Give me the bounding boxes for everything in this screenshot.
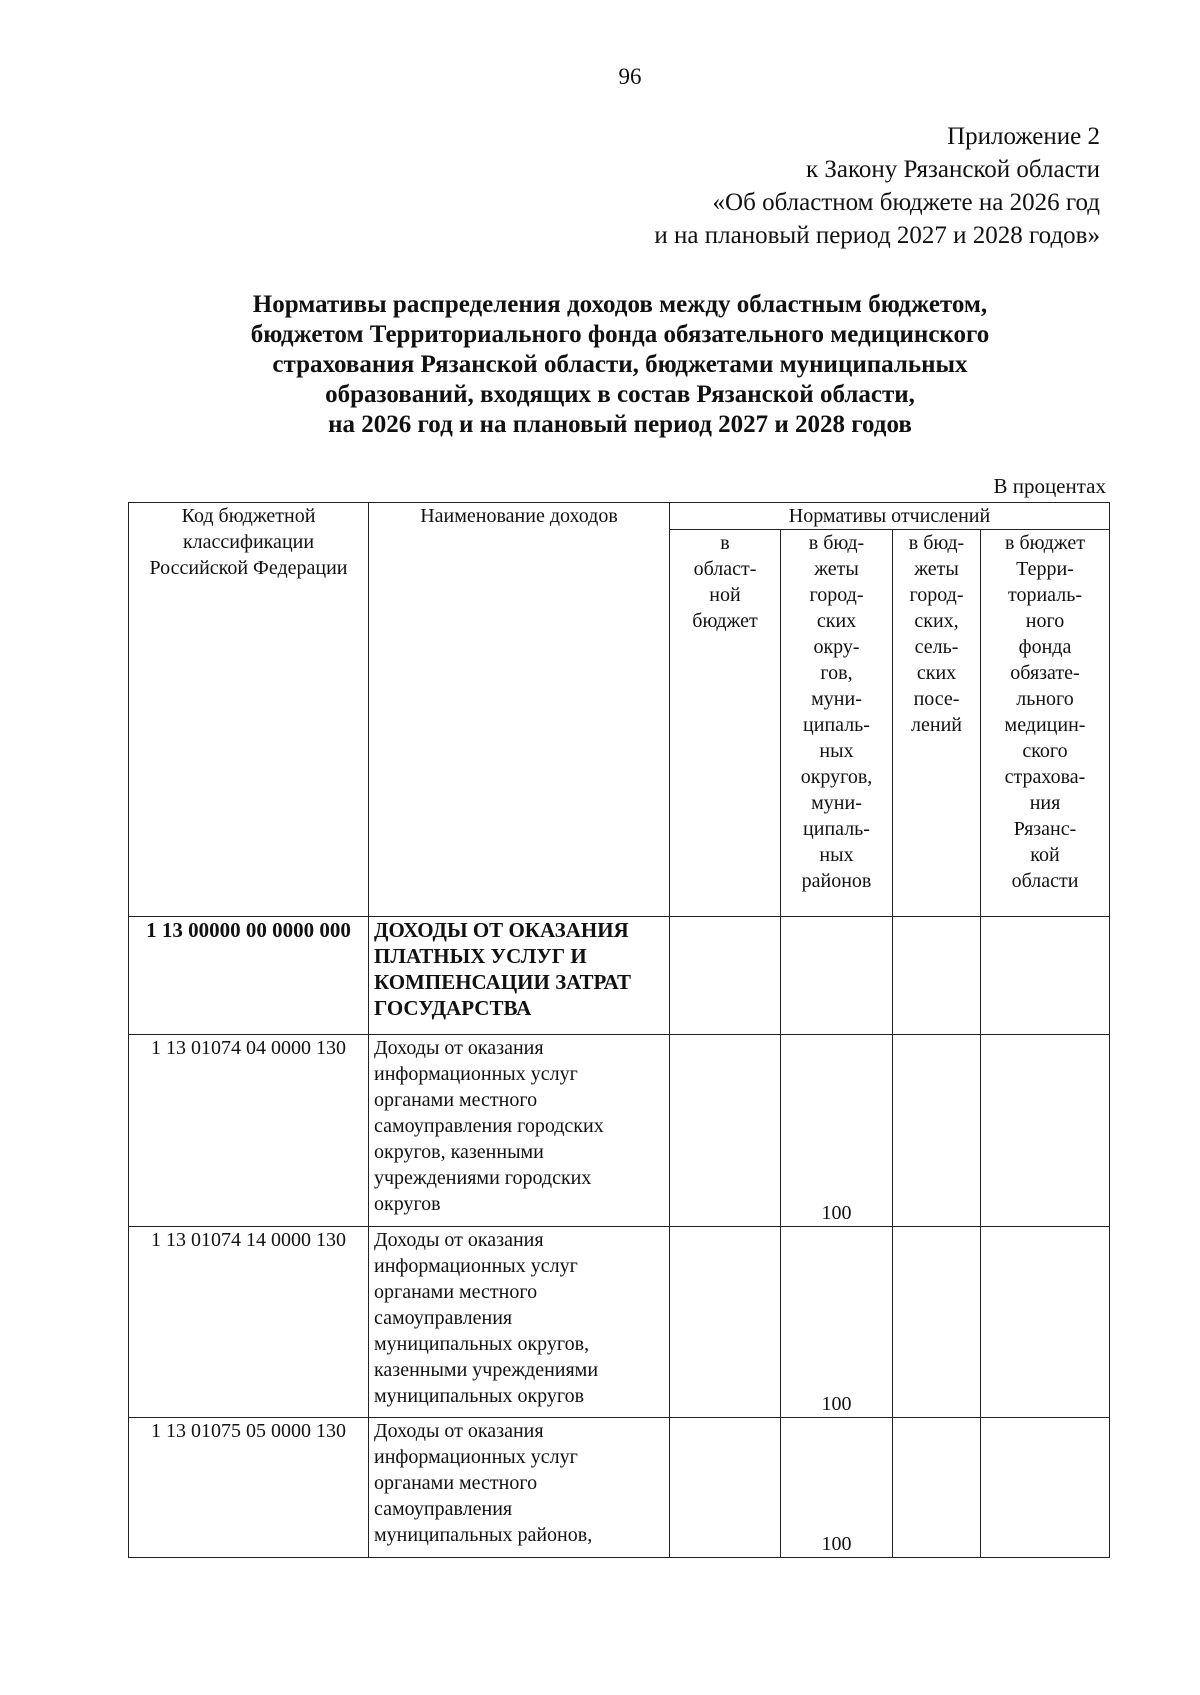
text-line: лений bbox=[911, 714, 962, 736]
text-line: ных bbox=[819, 844, 854, 866]
text-line: ских bbox=[916, 662, 957, 684]
header-code bbox=[129, 503, 369, 917]
text-line: КОМПЕНСАЦИИ ЗАТРАТ bbox=[374, 970, 631, 994]
text-line: ГОСУДАРСТВА bbox=[374, 996, 532, 1020]
text-line: медицин- bbox=[1004, 714, 1086, 736]
header-urban-district-budget bbox=[781, 530, 893, 917]
text-line: ния bbox=[1029, 792, 1061, 814]
row-value-urban: 100 bbox=[781, 1035, 893, 1227]
row-name bbox=[369, 1418, 670, 1558]
text-line: информационных услуг bbox=[374, 1255, 578, 1277]
text-line: гов, bbox=[820, 662, 853, 684]
table-row bbox=[129, 917, 1110, 1035]
text-line: Доходы от оказания bbox=[374, 1420, 544, 1442]
text-line: муниципальных округов bbox=[374, 1385, 585, 1407]
text-line: льного bbox=[1016, 688, 1074, 710]
text-line: город- bbox=[809, 584, 864, 606]
appendix-header bbox=[400, 120, 1100, 252]
document-title bbox=[170, 290, 1070, 440]
text-line: жеты bbox=[814, 558, 859, 580]
text-line: ского bbox=[1022, 740, 1068, 762]
text-line: Российской Федерации bbox=[149, 557, 348, 579]
text-line: област- bbox=[693, 558, 757, 580]
row-code: 1 13 01074 14 0000 130 bbox=[129, 1227, 369, 1418]
row-value-regional bbox=[670, 1035, 781, 1227]
table-row bbox=[129, 1035, 1110, 1227]
row-value-regional bbox=[670, 1418, 781, 1558]
row-name bbox=[369, 1035, 670, 1227]
text-line: самоуправления bbox=[374, 1498, 513, 1520]
text-line: классификации bbox=[182, 531, 315, 553]
text-line: районов bbox=[801, 870, 872, 892]
text-line: Доходы от оказания bbox=[374, 1037, 544, 1059]
text-line: муниципальных районов, bbox=[374, 1524, 593, 1546]
text-line: области bbox=[1011, 870, 1079, 892]
row-value-fund bbox=[981, 1227, 1110, 1418]
appendix-line: к Закону Рязанской области bbox=[806, 156, 1100, 183]
text-line: окру- bbox=[813, 636, 860, 658]
title-line: Нормативы распределения доходов между областным бюджетом, bbox=[252, 291, 988, 318]
row-code: 1 13 01074 04 0000 130 bbox=[129, 1035, 369, 1227]
text-line: кой bbox=[1030, 844, 1060, 866]
row-value-fund bbox=[981, 1035, 1110, 1227]
row-code: 1 13 00000 00 0000 000 bbox=[129, 917, 369, 1035]
title-line: образований, входящих в состав Рязанской области, bbox=[325, 381, 915, 408]
text-line: ДОХОДЫ ОТ ОКАЗАНИЯ bbox=[374, 918, 629, 942]
text-line: ной bbox=[709, 584, 741, 606]
text-line: округов, казенными bbox=[374, 1141, 544, 1163]
row-value-regional bbox=[670, 917, 781, 1035]
text-line: жеты bbox=[914, 558, 959, 580]
text-line: информационных услуг bbox=[374, 1446, 578, 1468]
title-line: страхования Рязанской области, бюджетами муниципальных bbox=[272, 351, 968, 378]
text-line: Код бюджетной bbox=[181, 505, 316, 527]
appendix-line: Приложение 2 bbox=[947, 123, 1100, 150]
text-line: ских bbox=[816, 610, 857, 632]
text-line: самоуправления городских bbox=[374, 1115, 604, 1137]
text-line: город- bbox=[909, 584, 964, 606]
text-line: муниципальных округов, bbox=[374, 1333, 590, 1355]
table-row bbox=[129, 1418, 1110, 1558]
text-line: Доходы от оказания bbox=[374, 1229, 544, 1251]
text-line: ПЛАТНЫХ УСЛУГ И bbox=[374, 944, 587, 968]
row-value-regional bbox=[670, 1227, 781, 1418]
row-value-settlement bbox=[893, 917, 981, 1035]
text-line: бюджет bbox=[692, 610, 758, 632]
text-line: Терри- bbox=[1016, 558, 1074, 580]
text-line: в бюд- bbox=[908, 532, 965, 554]
table-row bbox=[129, 1227, 1110, 1418]
text-line: фонда bbox=[1018, 636, 1072, 658]
text-line: в бюджет bbox=[1005, 532, 1085, 554]
text-line: округов, bbox=[800, 766, 873, 788]
row-value-urban bbox=[781, 917, 893, 1035]
header-regional-budget bbox=[670, 530, 781, 917]
text-line: ных bbox=[819, 740, 854, 762]
text-line: посе- bbox=[913, 688, 960, 710]
text-line: обязате- bbox=[1010, 662, 1080, 684]
row-value-settlement bbox=[893, 1227, 981, 1418]
row-value-urban: 100 bbox=[781, 1418, 893, 1558]
text-line: страхова- bbox=[1004, 766, 1086, 788]
text-line: информационных услуг bbox=[374, 1063, 578, 1085]
text-line: муни- bbox=[811, 688, 862, 710]
text-line: учреждениями городских bbox=[374, 1167, 592, 1189]
text-line: органами местного bbox=[374, 1472, 538, 1494]
row-name bbox=[369, 917, 670, 1035]
row-value-settlement bbox=[893, 1418, 981, 1558]
row-value-settlement bbox=[893, 1035, 981, 1227]
row-code: 1 13 01075 05 0000 130 bbox=[129, 1418, 369, 1558]
text-line: ципаль- bbox=[803, 818, 870, 840]
appendix-line: и на плановый период 2027 и 2028 годов» bbox=[654, 222, 1100, 249]
text-line: ного bbox=[1025, 610, 1065, 632]
text-line: ториаль- bbox=[1008, 584, 1082, 606]
row-name bbox=[369, 1227, 670, 1418]
text-line: в bbox=[720, 532, 730, 554]
row-value-fund bbox=[981, 1418, 1110, 1558]
page-number: 96 bbox=[618, 64, 642, 89]
text-line: сель- bbox=[914, 636, 959, 658]
header-insurance-fund-budget bbox=[981, 530, 1110, 917]
text-line: в бюд- bbox=[808, 532, 865, 554]
row-value-fund bbox=[981, 917, 1110, 1035]
text-line: казенными учреждениями bbox=[374, 1359, 599, 1381]
text-line: муни- bbox=[811, 792, 862, 814]
text-line: округов bbox=[374, 1193, 441, 1215]
header-group: Нормативы отчислений bbox=[670, 503, 1110, 530]
units-label: В процентах bbox=[993, 474, 1106, 498]
title-line: бюджетом Территориального фонда обязательного медицинского bbox=[250, 321, 990, 348]
text-line: Рязанс- bbox=[1013, 818, 1077, 840]
text-line: самоуправления bbox=[374, 1307, 513, 1329]
text-line: ципаль- bbox=[803, 714, 870, 736]
text-line: органами местного bbox=[374, 1281, 538, 1303]
revenue-table bbox=[128, 502, 1110, 1558]
header-settlement-budget bbox=[893, 530, 981, 917]
header-name: Наименование доходов bbox=[369, 503, 670, 917]
row-value-urban: 100 bbox=[781, 1227, 893, 1418]
appendix-line: «Об областном бюджете на 2026 год bbox=[712, 189, 1100, 216]
text-line: ских, bbox=[914, 610, 959, 632]
text-line: органами местного bbox=[374, 1089, 538, 1111]
title-line: на 2026 год и на плановый период 2027 и 2028 годов bbox=[328, 411, 912, 438]
